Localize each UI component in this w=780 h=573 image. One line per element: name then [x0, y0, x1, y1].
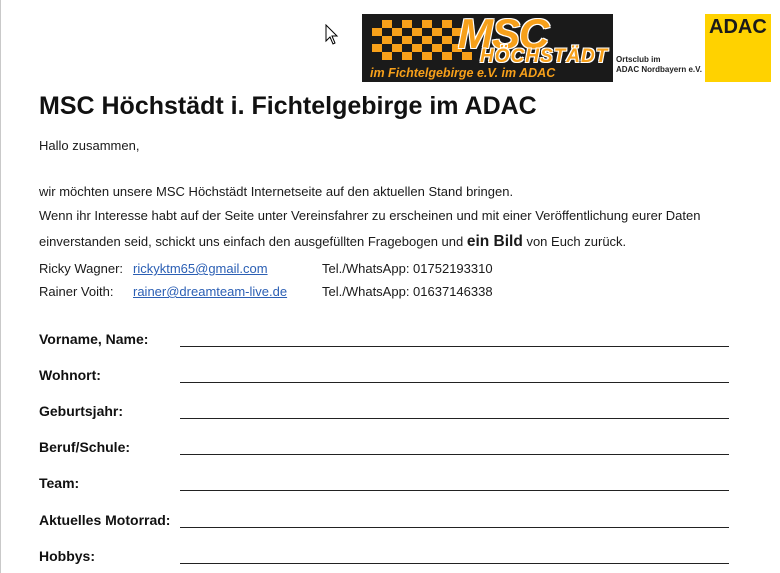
- body-line-2: Wenn ihr Interesse habt auf der Seite unter Vereinsfahrer zu erscheinen und mit einer Veröffentlichung eurer Daten: [39, 208, 701, 223]
- body-line-3-bold: ein Bild: [466, 233, 523, 250]
- contact-email-link[interactable]: rickyktm65@gmail.com: [133, 261, 268, 276]
- contact-name: Rainer Voith:: [39, 284, 114, 299]
- field-label-wohnort: Wohnort:: [39, 367, 101, 383]
- adac-logo-text: ADAC: [709, 16, 767, 38]
- field-line-wohnort[interactable]: [180, 382, 729, 383]
- contact-email-link[interactable]: rainer@dreamteam-live.de: [133, 284, 288, 299]
- field-label-team: Team:: [39, 475, 80, 491]
- contact-name: Ricky Wagner:: [39, 261, 124, 276]
- field-line-hobbys[interactable]: [180, 563, 729, 564]
- msc-logo: [362, 14, 613, 82]
- contact-phone: Tel./WhatsApp: 01637146338: [322, 284, 493, 299]
- body-line-3: [39, 233, 626, 251]
- page-edge: [0, 0, 1, 573]
- field-label-motorrad: Aktuelles Motorrad:: [39, 512, 171, 528]
- field-label-hobbys: Hobbys:: [39, 548, 95, 564]
- field-line-motorrad[interactable]: [180, 527, 729, 528]
- body-line-1: wir möchten unsere MSC Höchstädt Internetseite auf den aktuellen Stand bringen.: [39, 184, 514, 199]
- body-line-3-pre: einverstanden seid, schickt uns einfach den ausgefüllten Fragebogen und: [39, 234, 467, 249]
- greeting: Hallo zusammen,: [39, 138, 140, 153]
- ortsclub-text: [616, 55, 702, 75]
- field-line-geburtsjahr[interactable]: [180, 418, 729, 419]
- ortsclub-line2: ADAC Nordbayern e.V.: [616, 65, 702, 74]
- field-label-beruf: Beruf/Schule:: [39, 439, 131, 455]
- page-title: MSC Höchstädt i. Fichtelgebirge im ADAC: [39, 92, 537, 120]
- mouse-cursor-icon: [325, 24, 339, 46]
- logo-sub-text: im Fichtelgebirge e.V. im ADAC: [370, 66, 556, 80]
- contact-phone: Tel./WhatsApp: 01752193310: [322, 261, 493, 276]
- field-line-name[interactable]: [180, 346, 729, 347]
- field-line-beruf[interactable]: [180, 454, 729, 455]
- field-label-geburtsjahr: Geburtsjahr:: [39, 403, 124, 419]
- body-line-3-post: von Euch zurück.: [522, 234, 627, 249]
- logo-city-text: HÖCHSTÄDT: [480, 46, 609, 67]
- field-label-name: Vorname, Name:: [39, 331, 149, 347]
- adac-logo: [705, 14, 771, 82]
- ortsclub-line1: Ortsclub im: [616, 55, 661, 64]
- field-line-team[interactable]: [180, 490, 729, 491]
- logo-msc-text: MSC: [458, 14, 549, 57]
